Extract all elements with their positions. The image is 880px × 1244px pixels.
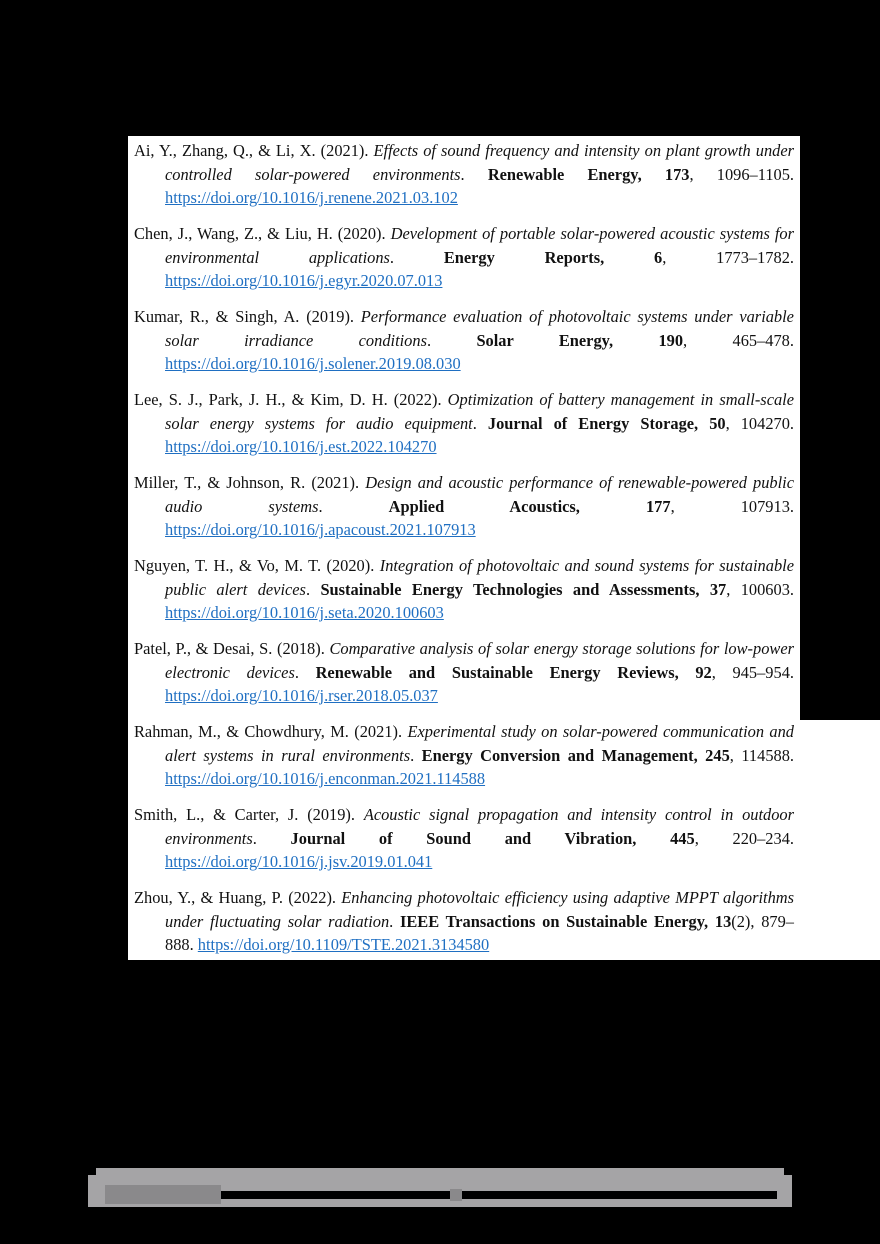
ref-year: (2018). bbox=[277, 639, 325, 658]
ref-title: Development of portable solar-powered acoustic systems for environmental applications bbox=[165, 224, 794, 267]
ref-pages: , 945–954. bbox=[711, 662, 794, 682]
reference-item: Chen, J., Wang, Z., & Liu, H. (2020). Development of portable solar-powered acoustic systems for environmental applications. Energy Reports, 6, 1773–1782. https://doi.org/10.1016/j.egyr.2020.07.013 bbox=[134, 224, 794, 290]
ref-title: Comparative analysis of solar energy storage solutions for low-power electronic devices bbox=[165, 639, 794, 682]
ref-volume: 92 bbox=[695, 662, 712, 682]
reference-item: Zhou, Y., & Huang, P. (2022). Enhancing photovoltaic efficiency using adaptive MPPT algorithms under fluctuating solar radiation. IEEE Transactions on Sustainable Energy, 13(2), 879–888. https://doi.org/10.1109/TSTE.2021.3134580 bbox=[134, 888, 795, 954]
footer-page-number bbox=[450, 1189, 462, 1201]
ref-volume: 245 bbox=[705, 745, 730, 765]
ref-authors: Zhou, Y., & Huang, P. bbox=[134, 888, 283, 907]
ref-year: (2021). bbox=[354, 722, 403, 741]
reference-item: Ai, Y., Zhang, Q., & Li, X. (2021). Effects of sound frequency and intensity on plant growth under controlled solar-powered environments. Renewable Energy, 173, 1096–1105. https://doi.org/10.1016/j.renene.2021.03.102 bbox=[134, 141, 795, 207]
footer-label bbox=[105, 1185, 221, 1204]
ref-authors: Smith, L., & Carter, J. bbox=[134, 805, 299, 824]
ref-authors: Patel, P., & Desai, S. bbox=[134, 639, 273, 658]
ref-doi-link[interactable]: https://doi.org/10.1109/TSTE.2021.3134580 bbox=[197, 935, 490, 954]
ref-pages: , 879–888. bbox=[165, 911, 795, 954]
ref-volume: 445 bbox=[670, 828, 695, 848]
reference-item: Lee, S. J., Park, J. H., & Kim, D. H. (2022). Optimization of battery management in small-scale solar energy systems for audio equipment. Journal of Energy Storage, 50, 104270. https://doi.org/10.1016/j.est.2022.104270 bbox=[134, 390, 795, 456]
ref-journal: Energy Conversion and Management, bbox=[421, 745, 698, 765]
ref-year: (2020). bbox=[326, 556, 375, 575]
ref-year: (2022). bbox=[288, 888, 336, 907]
ref-title: Acoustic signal propagation and intensity control in outdoor environments bbox=[165, 805, 794, 848]
ref-pages: , 1773–1782. bbox=[662, 247, 794, 267]
ref-authors: Nguyen, T. H., & Vo, M. T. bbox=[134, 556, 322, 575]
ref-year: (2020). bbox=[337, 224, 386, 243]
ref-title: Effects of sound frequency and intensity on plant growth under controlled solar-powered environments bbox=[165, 141, 795, 184]
reference-item: Smith, L., & Carter, J. (2019). Acoustic signal propagation and intensity control in outdoor environments. Journal of Sound and Vibration, 445, 220–234. https://doi.org/10.1016/j.jsv.2019.01.041 bbox=[134, 805, 794, 871]
reference-item: Kumar, R., & Singh, A. (2019). Performance evaluation of photovoltaic systems under variable solar irradiance conditions. Solar Energy, 190, 465–478. https://doi.org/10.1016/j.solener.2019.08.030 bbox=[134, 307, 794, 373]
ref-journal: Sustainable Energy Technologies and Assessments, bbox=[320, 579, 700, 599]
ref-volume: 190 bbox=[658, 330, 684, 350]
reference-list bbox=[134, 139, 794, 969]
ref-doi-link[interactable]: https://doi.org/10.1016/j.solener.2019.08.030 bbox=[165, 354, 461, 373]
ref-year: (2021). bbox=[320, 141, 369, 160]
ref-issue: (2) bbox=[731, 911, 751, 931]
ref-title: Enhancing photovoltaic efficiency using adaptive MPPT algorithms under fluctuating solar radiation bbox=[165, 888, 794, 931]
ref-pages: , 1096–1105. bbox=[689, 164, 795, 184]
ref-journal: Solar Energy, bbox=[476, 330, 614, 350]
ref-title: Design and acoustic performance of renewable-powered public audio systems bbox=[165, 473, 794, 516]
ref-volume: 13 bbox=[714, 911, 732, 931]
ref-year: (2019). bbox=[307, 805, 355, 824]
ref-authors: Ai, Y., Zhang, Q., & Li, X. bbox=[134, 141, 316, 160]
ref-doi-link[interactable]: https://doi.org/10.1016/j.enconman.2021.114588 bbox=[165, 769, 486, 788]
ref-journal: Journal of Energy Storage, bbox=[487, 413, 699, 433]
ref-pages: , 220–234. bbox=[694, 828, 794, 848]
ref-volume: 37 bbox=[709, 579, 727, 599]
ref-journal: Renewable and Sustainable Energy Reviews, bbox=[315, 662, 679, 682]
reference-item: Patel, P., & Desai, S. (2018). Comparative analysis of solar energy storage solutions for low-power electronic devices. Renewable and Sustainable Energy Reviews, 92, 945–954. https://doi.org/10.1016/j.rser.2018.05.037 bbox=[134, 639, 794, 705]
ref-year: (2019). bbox=[306, 307, 354, 326]
ref-pages: , 465–478. bbox=[683, 330, 794, 350]
ref-journal: Renewable Energy, bbox=[487, 164, 642, 184]
ref-volume: 6 bbox=[654, 247, 663, 267]
ref-doi-link[interactable]: https://doi.org/10.1016/j.seta.2020.100603 bbox=[165, 603, 444, 622]
ref-year: (2021). bbox=[311, 473, 360, 492]
ref-pages: , 100603. bbox=[726, 579, 794, 599]
ref-volume: 177 bbox=[645, 496, 671, 516]
ref-pages: , 114588. bbox=[729, 745, 794, 765]
ref-authors: Miller, T., & Johnson, R. bbox=[134, 473, 306, 492]
ref-title: Performance evaluation of photovoltaic systems under variable solar irradiance conditions bbox=[165, 307, 794, 350]
ref-doi-link[interactable]: https://doi.org/10.1016/j.egyr.2020.07.013 bbox=[165, 271, 443, 290]
ref-doi-link[interactable]: https://doi.org/10.1016/j.rser.2018.05.037 bbox=[165, 686, 438, 705]
ref-authors: Kumar, R., & Singh, A. bbox=[134, 307, 300, 326]
ref-title: Integration of photovoltaic and sound systems for sustainable public alert devices bbox=[165, 556, 794, 599]
ref-doi-link[interactable]: https://doi.org/10.1016/j.renene.2021.03.102 bbox=[165, 188, 458, 207]
reference-item: Miller, T., & Johnson, R. (2021). Design and acoustic performance of renewable-powered public audio systems. Applied Acoustics, 177, 107913. https://doi.org/10.1016/j.apacoust.2021.107913 bbox=[134, 473, 794, 539]
ref-volume: 50 bbox=[709, 413, 726, 433]
ref-doi-link[interactable]: https://doi.org/10.1016/j.jsv.2019.01.041 bbox=[165, 852, 433, 871]
ref-journal: IEEE Transactions on Sustainable Energy, bbox=[399, 911, 709, 931]
ref-doi-link[interactable]: https://doi.org/10.1016/j.apacoust.2021.107913 bbox=[165, 520, 476, 539]
page-footer bbox=[88, 1175, 792, 1207]
ref-year: (2022). bbox=[393, 390, 442, 409]
reference-item: Nguyen, T. H., & Vo, M. T. (2020). Integration of photovoltaic and sound systems for sustainable public alert devices. Sustainable Energy Technologies and Assessments, 37, 100603. https://doi.org/10.1016/j.seta.2020.100603 bbox=[134, 556, 794, 622]
ref-authors: Chen, J., Wang, Z., & Liu, H. bbox=[134, 224, 333, 243]
ref-journal: Applied Acoustics, bbox=[388, 496, 580, 516]
ref-journal: Journal of Sound and Vibration, bbox=[290, 828, 637, 848]
ref-authors: Rahman, M., & Chowdhury, M. bbox=[134, 722, 349, 741]
ref-volume: 173 bbox=[664, 164, 690, 184]
ref-journal: Energy Reports, bbox=[443, 247, 605, 267]
ref-doi-link[interactable]: https://doi.org/10.1016/j.est.2022.104270 bbox=[165, 437, 437, 456]
ref-pages: , 107913. bbox=[670, 496, 794, 516]
ref-pages: , 104270. bbox=[725, 413, 795, 433]
ref-title: Experimental study on solar-powered communication and alert systems in rural environments bbox=[165, 722, 794, 765]
ref-title: Optimization of battery management in small-scale solar energy systems for audio equipment bbox=[165, 390, 794, 433]
ref-authors: Lee, S. J., Park, J. H., & Kim, D. H. bbox=[134, 390, 388, 409]
reference-item: Rahman, M., & Chowdhury, M. (2021). Experimental study on solar-powered communication and alert systems in rural environments. Energy Conversion and Management, 245, 114588. https://doi.org/10.1016/j.enconman.2021.114588 bbox=[134, 722, 794, 788]
